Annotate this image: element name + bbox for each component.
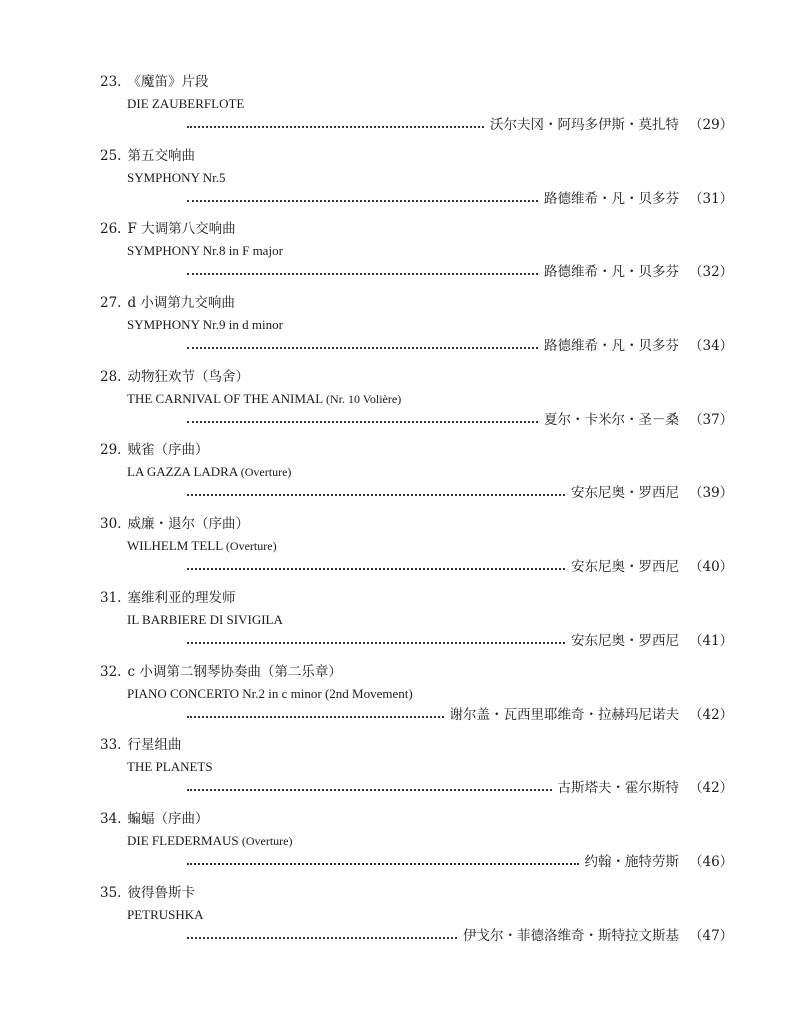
entry-composer: 路德维希・凡・贝多芬 (544, 264, 679, 281)
toc-entry (100, 365, 734, 439)
entry-composer: 路德维希・凡・贝多芬 (544, 338, 679, 355)
entry-composer: 安东尼奥・罗西尼 (571, 485, 679, 502)
dot-leader (187, 937, 457, 939)
entry-title-cn: 第五交响曲 (127, 147, 195, 164)
entry-title-en: DIE FLEDERMAUS (127, 832, 239, 848)
entry-title-en-sub: (Nr. 10 Volière) (325, 391, 402, 406)
entry-page-number: （29） (689, 117, 734, 133)
toc-entry (100, 70, 734, 144)
toc-entry (100, 733, 734, 807)
entry-composer: 安东尼奥・罗西尼 (571, 632, 679, 649)
entry-title-cn: c 小调第二钢琴协奏曲（第二乐章） (127, 663, 342, 680)
dot-leader (187, 789, 552, 791)
entry-title-cn: 行星组曲 (127, 737, 182, 754)
entry-title-en: THE CARNIVAL OF THE ANIMAL (127, 390, 323, 406)
entry-page-number: （39） (689, 485, 734, 502)
entry-title-en-line (127, 537, 277, 555)
entry-composer-line (187, 411, 734, 429)
entry-title-en-sub: (Overture) (241, 833, 293, 848)
entry-title-cn: 威廉・退尔（序曲） (127, 516, 249, 533)
entry-title-en: WILHELM TELL (127, 538, 223, 554)
entry-number: 27. (100, 295, 122, 312)
entry-composer: 伊戈尔・菲德洛维奇・斯特拉文斯基 (463, 927, 679, 944)
entry-title-cn: 塞维利亚的理发师 (127, 589, 236, 606)
entry-number: 29. (100, 442, 122, 459)
entry-title-en: PETRUSHKA (127, 906, 204, 922)
entry-composer: 路德维希・凡・贝多芬 (544, 190, 679, 207)
entry-title-en: DIE ZAUBERFLOTE (127, 96, 245, 111)
entry-number: 32. (100, 663, 122, 680)
entry-title-en-line (127, 169, 225, 187)
entry-page-number: （42） (689, 706, 734, 723)
entry-title-en: THE PLANETS (127, 759, 213, 775)
entry-number: 30. (100, 516, 122, 533)
entry-page-number: （42） (689, 780, 734, 797)
dot-leader (187, 494, 565, 496)
entry-composer-line (187, 116, 734, 134)
entry-composer-line (187, 190, 734, 208)
entry-number: 28. (100, 368, 122, 385)
dot-leader (187, 126, 484, 128)
entry-title-cn-line (100, 884, 195, 902)
entry-composer-line (187, 927, 734, 945)
dot-leader (187, 716, 444, 718)
toc-entry (100, 512, 734, 586)
toc-entry (100, 291, 734, 365)
entry-number: 31. (100, 589, 122, 606)
entry-title-en-line (127, 906, 204, 924)
entry-composer: 沃尔夫冈・阿玛多伊斯・莫扎特 (490, 117, 679, 133)
entry-title-en-line (127, 758, 213, 776)
dot-leader (187, 347, 538, 349)
entry-composer-line (187, 853, 734, 871)
entry-page-number: （40） (689, 559, 734, 576)
entry-page-number: （31） (689, 190, 734, 207)
entry-title-cn: 贼雀（序曲） (127, 442, 209, 459)
entry-title-en-line (127, 832, 292, 850)
entry-page-number: （46） (689, 853, 734, 870)
entry-composer: 古斯塔夫・霍尔斯特 (557, 780, 679, 797)
entry-title-cn: 《魔笛》片段 (127, 74, 209, 90)
entry-title-cn-line (100, 515, 249, 533)
toc-entry (100, 144, 734, 218)
dot-leader (187, 421, 538, 423)
toc-entry (100, 217, 734, 291)
entry-title-en-line (127, 611, 283, 629)
entry-title-cn-line (100, 368, 249, 386)
entry-title-en-line (127, 95, 244, 113)
entry-title-en: SYMPHONY Nr.5 (127, 169, 226, 185)
entry-title-en-line (127, 685, 413, 703)
entry-title-cn-line (100, 663, 342, 681)
entry-composer-line (187, 706, 734, 724)
entry-title-cn-line (100, 441, 208, 459)
entry-title-cn-line (100, 220, 236, 238)
entry-composer: 安东尼奥・罗西尼 (571, 559, 679, 576)
dot-leader (187, 273, 538, 275)
entry-title-cn-line (100, 736, 181, 754)
entry-page-number: （47） (689, 927, 734, 944)
entry-number: 33. (100, 737, 122, 754)
entry-title-en: LA GAZZA LADRA (127, 464, 238, 480)
entry-number: 23. (100, 74, 122, 90)
entry-title-en: PIANO CONCERTO Nr.2 in c minor (2nd Movement) (127, 685, 413, 701)
dot-leader (187, 642, 565, 644)
entry-composer: 约翰・施特劳斯 (584, 853, 679, 870)
entry-title-cn: F 大调第八交响曲 (127, 221, 236, 238)
entry-title-en: SYMPHONY Nr.9 in d minor (127, 317, 283, 333)
entry-title-en: SYMPHONY Nr.8 in F major (127, 243, 283, 259)
table-of-contents (100, 70, 734, 954)
entry-number: 34. (100, 810, 122, 827)
entry-composer: 谢尔盖・瓦西里耶维奇・拉赫玛尼诺夫 (449, 706, 679, 723)
entry-title-cn-line (100, 294, 235, 312)
entry-page-number: （32） (689, 264, 734, 281)
entry-composer-line (187, 632, 734, 650)
entry-title-en-line (127, 390, 401, 408)
entry-title-en-sub: (Overture) (225, 539, 277, 554)
entry-title-en-line (127, 242, 283, 260)
entry-composer-line (187, 558, 734, 576)
entry-page-number: （34） (689, 338, 734, 355)
entry-page-number: （41） (689, 632, 734, 649)
entry-title-cn-line (100, 73, 208, 91)
entry-title-cn: d 小调第九交响曲 (127, 295, 235, 312)
toc-entry (100, 807, 734, 881)
entry-composer: 夏尔・卡米尔・圣－桑 (544, 411, 679, 428)
entry-composer-line (187, 484, 734, 502)
entry-composer-line (187, 337, 734, 355)
entry-number: 25. (100, 147, 122, 164)
toc-entry (100, 881, 734, 955)
entry-composer-line (187, 263, 734, 281)
entry-title-cn: 蝙蝠（序曲） (127, 810, 209, 827)
entry-page-number: （37） (689, 411, 734, 428)
entry-title-en: IL BARBIERE DI SIVIGILA (127, 611, 283, 627)
entry-title-cn-line (100, 810, 208, 828)
entry-title-en-sub: (Overture) (240, 465, 292, 480)
entry-title-cn-line (100, 589, 235, 607)
toc-entry (100, 586, 734, 660)
entry-title-cn-line (100, 147, 195, 165)
dot-leader (187, 568, 565, 570)
toc-entry (100, 438, 734, 512)
dot-leader (187, 863, 579, 865)
entry-number: 35. (100, 884, 122, 901)
entry-title-en-line (127, 463, 291, 481)
dot-leader (187, 200, 538, 202)
entry-number: 26. (100, 221, 122, 238)
entry-composer-line (187, 779, 734, 797)
toc-entry (100, 660, 734, 734)
entry-title-en-line (127, 316, 283, 334)
entry-title-cn: 动物狂欢节（鸟舍） (127, 368, 249, 385)
entry-title-cn: 彼得鲁斯卡 (127, 884, 195, 901)
